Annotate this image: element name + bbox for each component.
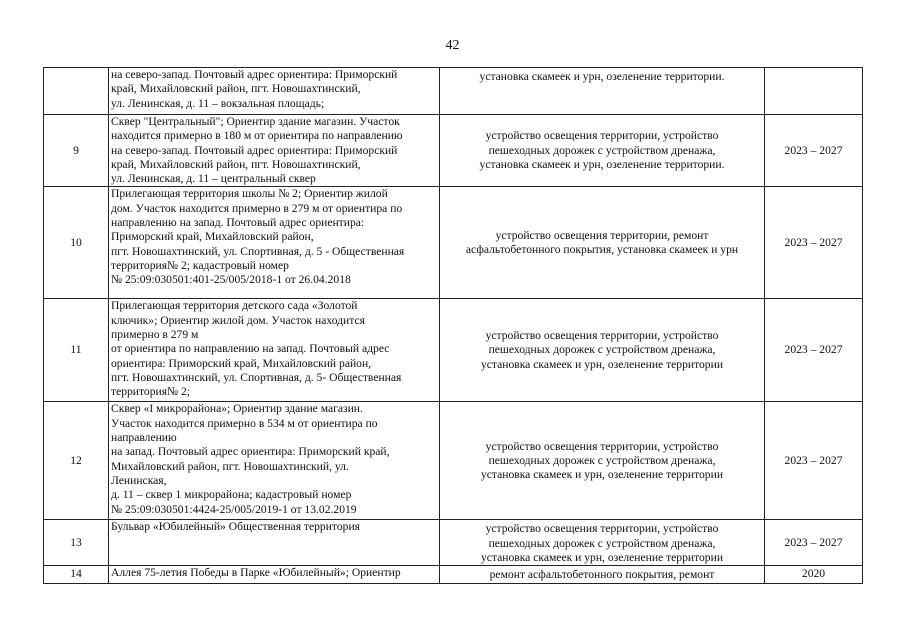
location-cell [109, 115, 440, 187]
location-line: ориентира: Приморский край, Михайловский район, [111, 356, 372, 370]
works-line: установка скамеек и урн, озеленение территории. [479, 70, 725, 83]
location-line: примерно в 279 м [111, 328, 199, 342]
location-line: Михайловский район, пгт. Новошахтинский, ул. [111, 459, 349, 473]
works-cell [440, 299, 765, 402]
page-number: 42 [445, 38, 460, 53]
works-line: асфальтобетонного покрытия, установка скамеек и урн [465, 242, 739, 256]
works-line: ремонт асфальтобетонного покрытия, ремонт [489, 568, 715, 582]
location-line: Приморский край, Михайловский район, [111, 230, 314, 244]
location-line: ключик»; Ориентир жилой дом. Участок находится [111, 313, 365, 327]
location-line: Бульвар «Юбилейный» Общественная территория [111, 520, 360, 534]
term-cell: 2023 – 2027 [765, 187, 863, 299]
term-cell [765, 68, 863, 115]
location-cell [109, 520, 440, 566]
location-line: № 25:09:030501:401-25/005/2018-1 от 26.04.2018 [111, 273, 351, 287]
location-line: направлению на запад. Почтовый адрес ориентира: [111, 216, 365, 230]
table-row [44, 68, 863, 115]
row-number: 11 [44, 299, 109, 402]
works-line: устройство освещения территории, устройство [485, 439, 719, 453]
location-line: дом. Участок находится примерно в 279 м от ориентира по [111, 201, 403, 215]
works-line: устройство освещения территории, устройство [485, 522, 719, 536]
location-line: пгт. Новошахтинский, ул. Спортивная, д. 5- Общественная [111, 370, 402, 384]
location-line: на северо-запад. Почтовый адрес ориентира: Приморский [111, 68, 398, 81]
works-cell [440, 566, 765, 583]
table-body [44, 68, 863, 584]
works-line: установка скамеек и урн, озеленение территории [480, 551, 724, 565]
term-cell: 2023 – 2027 [765, 402, 863, 520]
location-line: Сквер "Центральный"; Ориентир здание магазин. Участок [111, 115, 400, 128]
location-line: Участок находится примерно в 534 м от ориентира по [111, 416, 378, 430]
works-cell [440, 115, 765, 187]
row-number: 14 [44, 566, 109, 583]
location-line: на запад. Почтовый адрес ориентира: Приморский край, [111, 445, 390, 459]
row-number [44, 68, 109, 115]
row-number: 13 [44, 520, 109, 566]
table-row [44, 187, 863, 299]
location-line: от ориентира по направлению на запад. Почтовый адрес [111, 342, 390, 356]
works-cell [440, 68, 765, 115]
row-number: 9 [44, 115, 109, 187]
location-line: д. 11 – сквер 1 микрорайона; кадастровый номер [111, 488, 352, 502]
location-line: направлению [111, 431, 177, 445]
works-cell [440, 520, 765, 566]
table-row [44, 520, 863, 566]
works-cell [440, 402, 765, 520]
location-line: Прилегающая территория детского сада «Золотой [111, 299, 358, 313]
location-line: край, Михайловский район, пгт. Новошахтинский, [111, 157, 361, 171]
works-line: устройство освещения территории, ремонт [495, 228, 709, 242]
works-line: установка скамеек и урн, озеленение территории. [479, 157, 725, 171]
works-line: устройство освещения территории, устройство [485, 129, 719, 143]
location-cell [109, 402, 440, 520]
table-row [44, 566, 863, 583]
location-cell [109, 187, 440, 299]
works-line: устройство освещения территории, устройство [485, 329, 719, 343]
works-line: пешеходных дорожек с устройством дренажа, [488, 453, 716, 467]
term-cell: 2023 – 2027 [765, 299, 863, 402]
works-line: пешеходных дорожек с устройством дренажа, [488, 536, 716, 550]
table-row [44, 402, 863, 520]
term-cell: 2023 – 2027 [765, 115, 863, 187]
location-line: край, Михайловский район, пгт. Новошахтинский, [111, 82, 361, 96]
works-line: пешеходных дорожек с устройством дренажа, [488, 343, 716, 357]
table-row [44, 115, 863, 187]
location-line: находится примерно в 180 м от ориентира по направлению [111, 129, 403, 143]
row-number: 12 [44, 402, 109, 520]
location-line: территория№ 2; кадастровый номер [111, 258, 289, 272]
location-line: № 25:09:030501:4424-25/005/2019-1 от 13.02.2019 [111, 502, 357, 516]
location-line: на северо-запад. Почтовый адрес ориентира: Приморский [111, 143, 398, 157]
term-cell: 2023 – 2027 [765, 520, 863, 566]
works-line: установка скамеек и урн, озеленение территории [480, 468, 724, 482]
works-line: пешеходных дорожек с устройством дренажа, [488, 143, 716, 157]
term-cell: 2020 [765, 566, 863, 583]
location-line: Ленинская, [111, 473, 167, 487]
location-line: территория№ 2; [111, 385, 191, 399]
location-line: ул. Ленинская, д. 11 – вокзальная площадь; [111, 96, 325, 110]
location-cell [109, 68, 440, 115]
table-row [44, 299, 863, 402]
works-cell [440, 187, 765, 299]
works-line: установка скамеек и урн, озеленение территории [480, 357, 724, 371]
location-cell [109, 566, 440, 583]
location-line: Аллея 75-летия Победы в Парке «Юбилейный»; Ориентир [111, 566, 401, 580]
row-number: 10 [44, 187, 109, 299]
location-line: ул. Ленинская, д. 11 – центральный сквер [111, 172, 316, 186]
location-line: пгт. Новошахтинский, ул. Спортивная, д. 5 - Общественная [111, 244, 405, 258]
location-line: Сквер «I микрорайона»; Ориентир здание магазин. [111, 402, 363, 416]
location-cell [109, 299, 440, 402]
location-line: Прилегающая территория школы № 2; Ориентир жилой [111, 187, 388, 201]
works-table [43, 67, 863, 584]
